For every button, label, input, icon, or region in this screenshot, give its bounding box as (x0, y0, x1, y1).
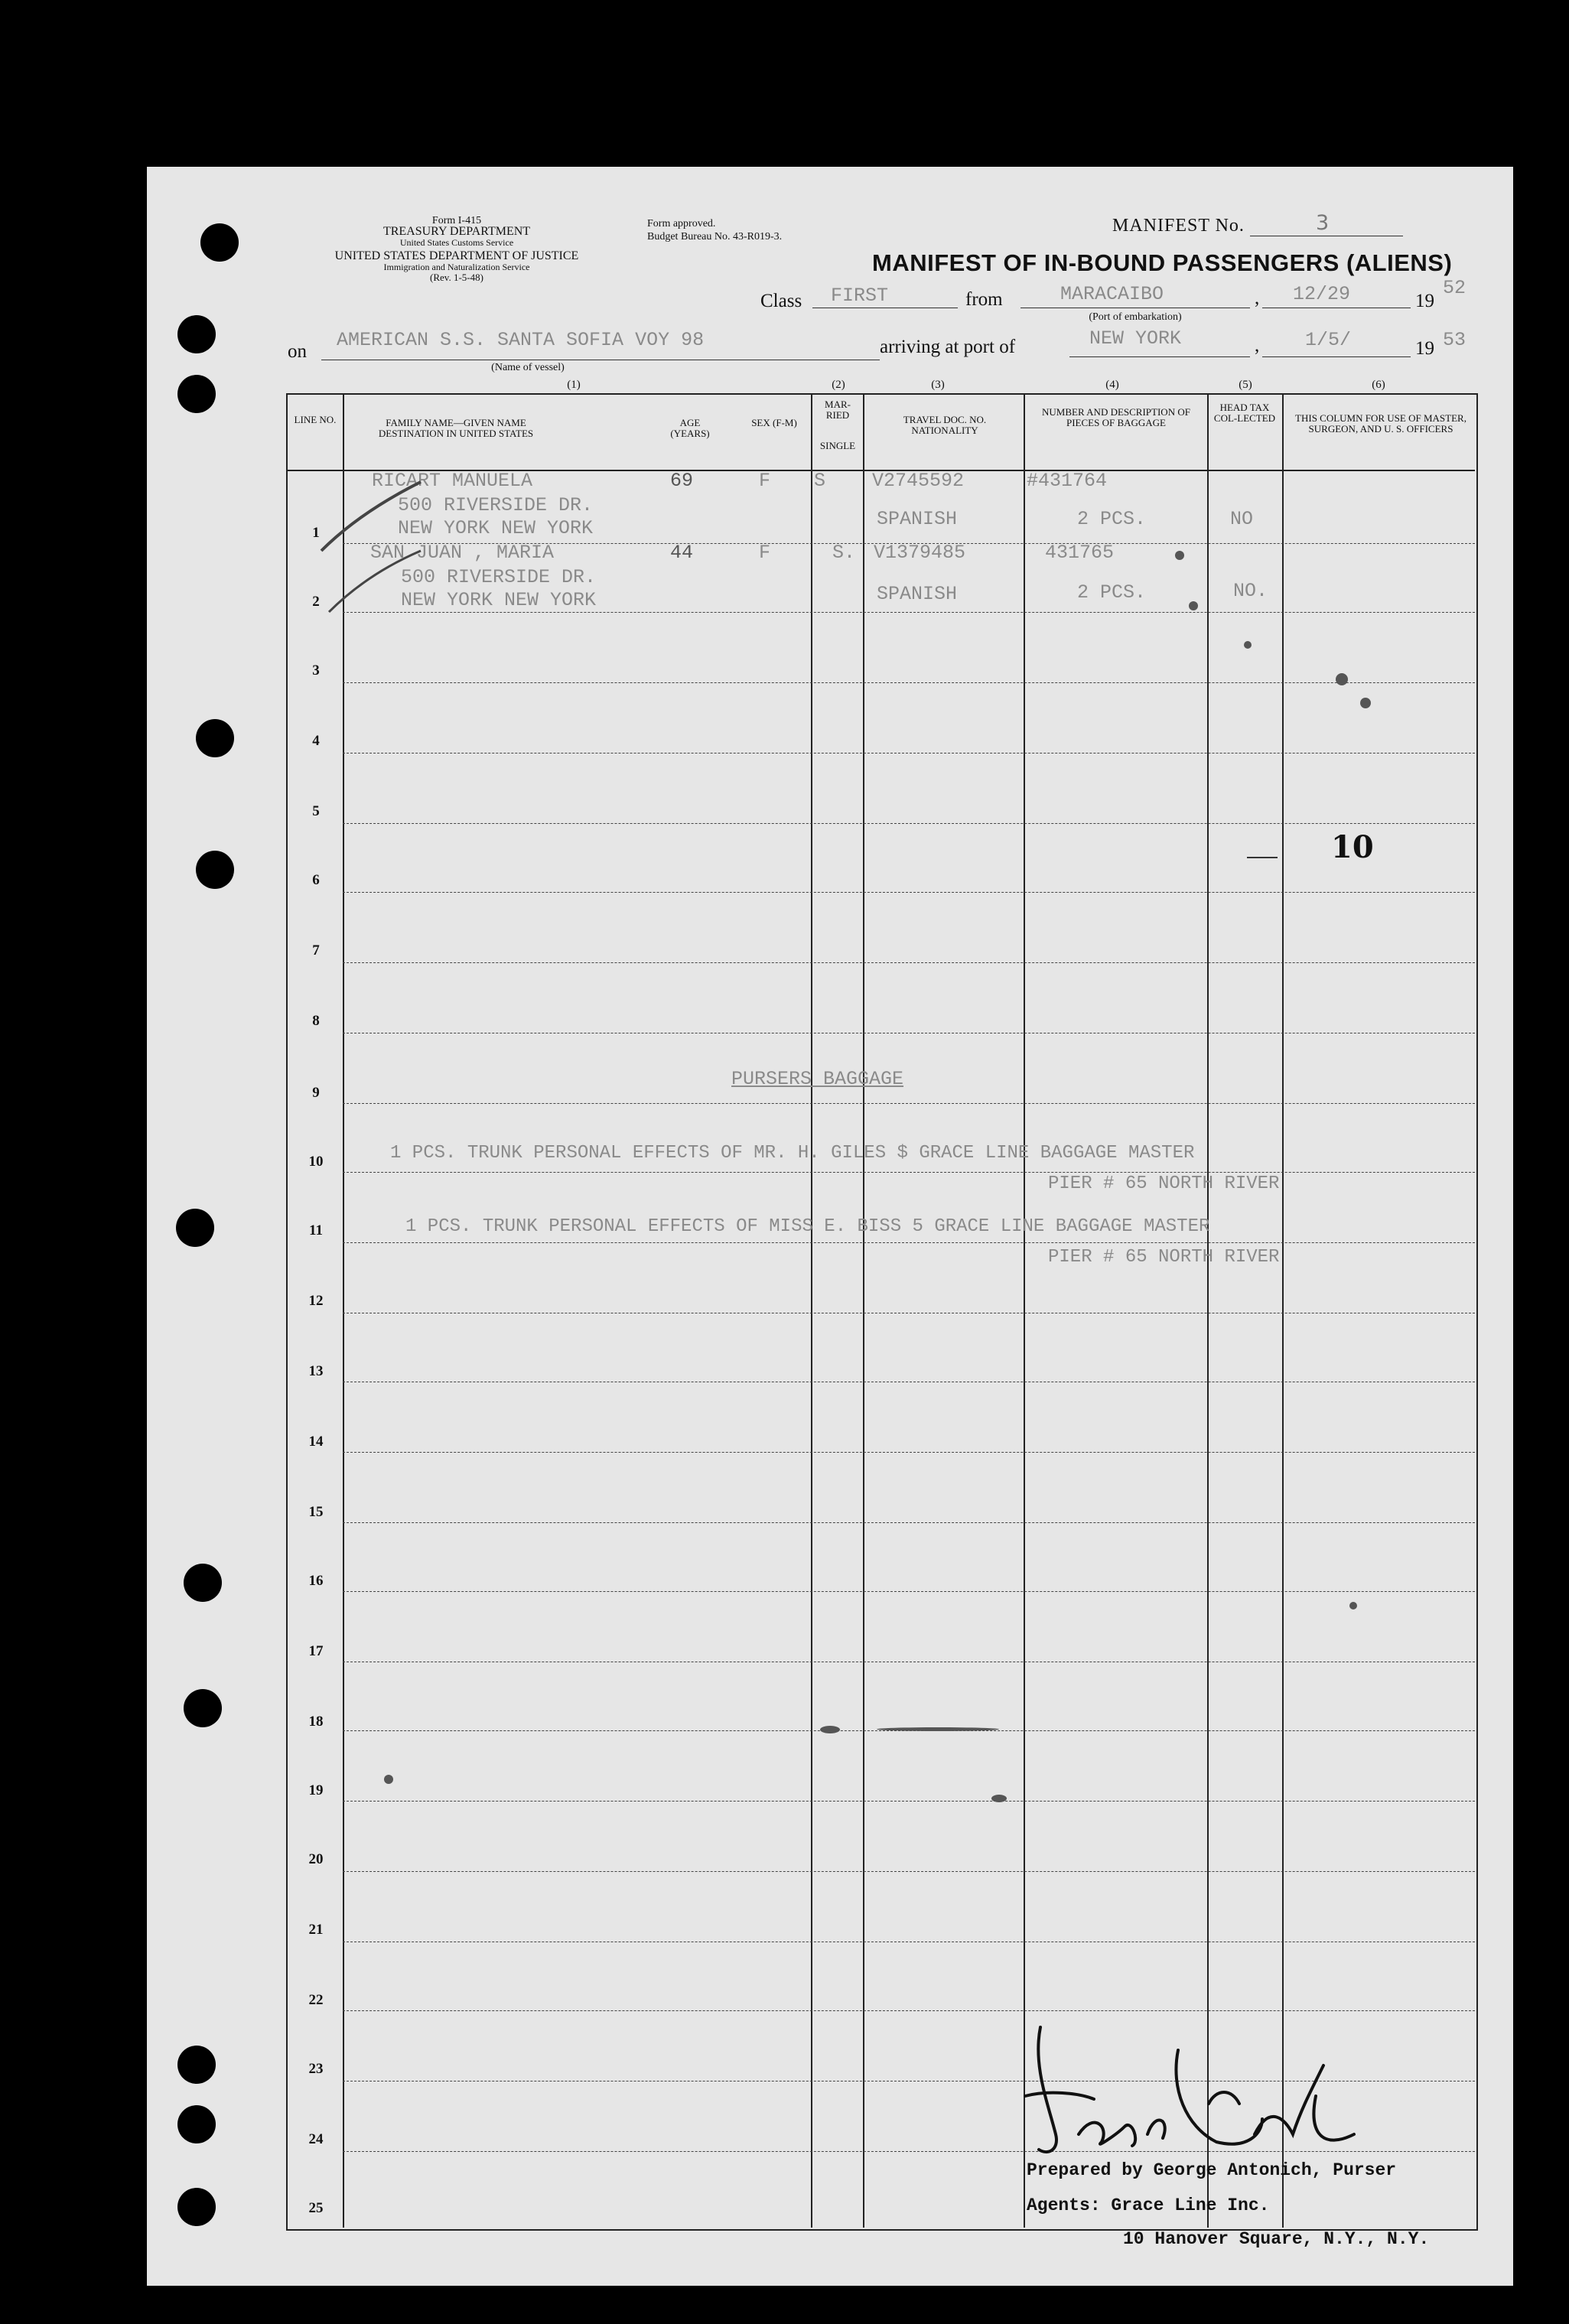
row-number: 19 (308, 1782, 324, 1798)
departure-date: 12/29 (1293, 283, 1351, 305)
row-number: 18 (308, 1714, 324, 1730)
passenger-nationality: SPANISH (877, 508, 958, 530)
ink-speck (820, 1726, 840, 1733)
prepared-by: Prepared by George Antonich, Purser (1027, 2160, 1397, 2180)
row-separator (343, 2010, 1475, 2011)
column-number: (4) (1105, 379, 1119, 391)
row-number: 6 (312, 872, 320, 888)
passenger-name: RICART MANUELA (372, 470, 533, 492)
row-number: 2 (312, 594, 320, 610)
row-number: 9 (312, 1085, 320, 1101)
punch-hole (177, 2105, 216, 2143)
ink-speck (1349, 1602, 1357, 1610)
row-number: 12 (308, 1293, 324, 1309)
header-single: SINGLE (819, 440, 856, 451)
header-line-no: LINE NO. (294, 414, 337, 425)
row-number: 20 (308, 1851, 324, 1867)
row-number: 4 (312, 733, 320, 749)
header-head-tax: HEAD TAX COL-LECTED (1213, 402, 1276, 424)
baggage-number: 431765 (1045, 542, 1115, 564)
punch-hole (200, 223, 239, 262)
ink-speck (1336, 673, 1348, 685)
ink-speck (991, 1795, 1007, 1802)
pursers-baggage-heading: PURSERS BAGGAGE (731, 1068, 904, 1090)
row-separator (343, 753, 1475, 754)
punch-hole (177, 2046, 216, 2084)
row-number: 8 (312, 1013, 320, 1029)
row-number: 11 (309, 1222, 323, 1238)
passenger-age: 69 (670, 470, 694, 492)
header-name (349, 418, 563, 439)
vessel-value: AMERICAN S.S. SANTA SOFIA VOY 98 (337, 329, 705, 351)
manifest-number-value: 3 (1316, 211, 1330, 235)
row-number: 7 (312, 942, 320, 959)
row-number: 23 (308, 2061, 324, 2077)
arrival-date: 1/5/ (1305, 329, 1352, 351)
passenger-address: 500 RIVERSIDE DR. (401, 566, 597, 588)
from-label: from (965, 289, 1003, 310)
row-number: 5 (312, 803, 320, 819)
pursers-baggage-line: 1 PCS. TRUNK PERSONAL EFFECTS OF MISS E. BISS 5 GRACE LINE BAGGAGE MASTER (405, 1216, 1210, 1237)
row-number: 24 (308, 2131, 324, 2147)
row-number: 16 (308, 1573, 324, 1589)
form-identification (285, 216, 629, 283)
ink-speck (1189, 601, 1198, 610)
column-divider (811, 393, 812, 2228)
arrival-port-line (1069, 356, 1250, 357)
on-label: on (288, 341, 307, 362)
ink-speck (384, 1775, 393, 1784)
class-value: FIRST (831, 285, 889, 307)
agent-address: 10 Hanover Square, N.Y., N.Y. (1123, 2229, 1430, 2249)
passenger-name: SAN JUAN , MARIA (370, 542, 555, 564)
arrival-year: 53 (1443, 329, 1466, 351)
form-approval (647, 217, 782, 243)
header-sex: SEX (F-M) (751, 417, 797, 428)
header-baggage: NUMBER AND DESCRIPTION OF PIECES OF BAGGAGE (1042, 406, 1190, 428)
head-tax: NO (1230, 508, 1254, 530)
column-divider (863, 393, 864, 2228)
punch-hole (184, 1689, 222, 1727)
agents: Agents: Grace Line Inc. (1027, 2195, 1270, 2215)
ink-speck (877, 1727, 999, 1731)
column-number: (5) (1239, 379, 1252, 391)
passenger-travel-doc: V2745592 (872, 470, 965, 492)
passenger-city: NEW YORK NEW YORK (401, 589, 597, 611)
from-value: MARACAIBO (1060, 283, 1164, 305)
row-number: 1 (312, 525, 320, 541)
revision-date: (Rev. 1-5-48) (430, 272, 483, 283)
ink-speck (1360, 698, 1371, 708)
pursers-baggage-line: PIER # 65 NORTH RIVER (1048, 1173, 1280, 1194)
form-approved-text: Form approved. (647, 218, 716, 229)
row-number: 22 (308, 1992, 324, 2008)
passenger-travel-doc: V1379485 (874, 542, 966, 564)
column-divider (343, 393, 344, 2228)
customs-service: United States Customs Service (399, 237, 514, 248)
ins-service: Immigration and Naturalization Service (383, 262, 530, 272)
row-separator (343, 1103, 1475, 1104)
row-separator (343, 1801, 1475, 1802)
baggage-number: #431764 (1027, 470, 1108, 492)
row-number: 21 (308, 1922, 324, 1938)
arrival-date-line (1262, 356, 1411, 357)
port-embarkation-caption: (Port of embarkation) (1089, 311, 1182, 323)
row-separator (343, 1871, 1475, 1872)
budget-bureau-number: Budget Bureau No. 43-R019-3. (647, 231, 783, 242)
column-divider (1207, 393, 1209, 2228)
manifest-number-label: MANIFEST No. (1112, 216, 1245, 236)
header-officers: THIS COLUMN FOR USE OF MASTER, SURGEON, AND U. S. OFFICERS (1295, 412, 1466, 435)
year-prefix: 19 (1415, 291, 1434, 311)
pursers-baggage-line: 1 PCS. TRUNK PERSONAL EFFECTS OF MR. H. GILES $ GRACE LINE BAGGAGE MASTER (390, 1143, 1195, 1164)
arriving-label: arriving at port of (880, 337, 1016, 357)
punch-hole (177, 375, 216, 413)
row-separator (343, 1172, 1475, 1173)
vessel-caption: (Name of vessel) (491, 362, 565, 373)
header-name-text: FAMILY NAME—GIVEN NAME (386, 417, 526, 428)
column-number: (2) (832, 379, 845, 391)
passenger-sex: F (759, 542, 771, 564)
head-tax: NO. (1233, 580, 1268, 602)
pen-strokes (306, 467, 444, 620)
column-divider (1282, 393, 1284, 2228)
passenger-status: S (814, 470, 826, 492)
punch-hole (177, 2188, 216, 2226)
departure-year: 52 (1443, 277, 1466, 299)
column-divider (1024, 393, 1025, 2228)
passenger-sex: F (759, 470, 771, 492)
form-number: Form I-415 (431, 215, 482, 226)
passenger-city: NEW YORK NEW YORK (398, 517, 594, 539)
class-label: Class (760, 291, 802, 311)
arrival-port: NEW YORK (1089, 327, 1182, 350)
header-married: MAR-RIED (825, 399, 851, 421)
row-separator (343, 612, 1475, 613)
column-number: (1) (567, 379, 581, 391)
row-number: 13 (308, 1363, 324, 1379)
punch-hole (176, 1209, 214, 1247)
row-separator (343, 823, 1475, 824)
pursers-baggage-line: PIER # 65 NORTH RIVER (1048, 1247, 1280, 1268)
punch-hole (177, 315, 216, 353)
passenger-age: 44 (670, 542, 694, 564)
row-number: 10 (308, 1154, 324, 1170)
stamp-dash (1247, 857, 1278, 858)
ink-speck (1244, 641, 1252, 649)
purser-signature (1017, 2020, 1369, 2165)
row-number: 17 (308, 1643, 324, 1659)
row-separator (343, 1242, 1475, 1243)
manifest-title: MANIFEST OF IN-BOUND PASSENGERS (ALIENS) (872, 249, 1453, 276)
arrival-year-prefix: 19 (1415, 338, 1434, 359)
row-number: 3 (312, 662, 320, 679)
column-number: (3) (931, 379, 945, 391)
row-separator (343, 682, 1475, 683)
punch-hole (196, 851, 234, 889)
punch-hole (184, 1564, 222, 1602)
row-number: 15 (308, 1504, 324, 1520)
punch-hole (196, 719, 234, 757)
row-separator (343, 1522, 1475, 1523)
baggage-pieces: 2 PCS. (1077, 508, 1147, 530)
header-age: AGE (YEARS) (670, 417, 710, 439)
row-number: 14 (308, 1434, 324, 1450)
row-separator (343, 962, 1475, 963)
row-separator (343, 892, 1475, 893)
header-destination-text: DESTINATION IN UNITED STATES (378, 428, 534, 439)
ink-speck (1175, 551, 1184, 560)
row-separator (343, 1452, 1475, 1453)
passenger-address: 500 RIVERSIDE DR. (398, 494, 594, 516)
department-name: TREASURY DEPARTMENT (382, 225, 531, 238)
stamp-number: 10 (1331, 829, 1374, 865)
row-number: 25 (308, 2200, 324, 2216)
baggage-pieces: 2 PCS. (1077, 581, 1147, 604)
arrival-comma: , (1255, 335, 1260, 356)
row-separator (343, 1591, 1475, 1592)
column-number: (6) (1372, 379, 1385, 391)
manifest-table (286, 393, 1478, 2231)
header-travel-doc: TRAVEL DOC. NO. NATIONALITY (903, 414, 987, 436)
date-comma: , (1255, 288, 1260, 308)
justice-department: UNITED STATES DEPARTMENT OF JUSTICE (334, 249, 579, 262)
passenger-nationality: SPANISH (877, 583, 958, 605)
passenger-status: S. (832, 542, 856, 564)
